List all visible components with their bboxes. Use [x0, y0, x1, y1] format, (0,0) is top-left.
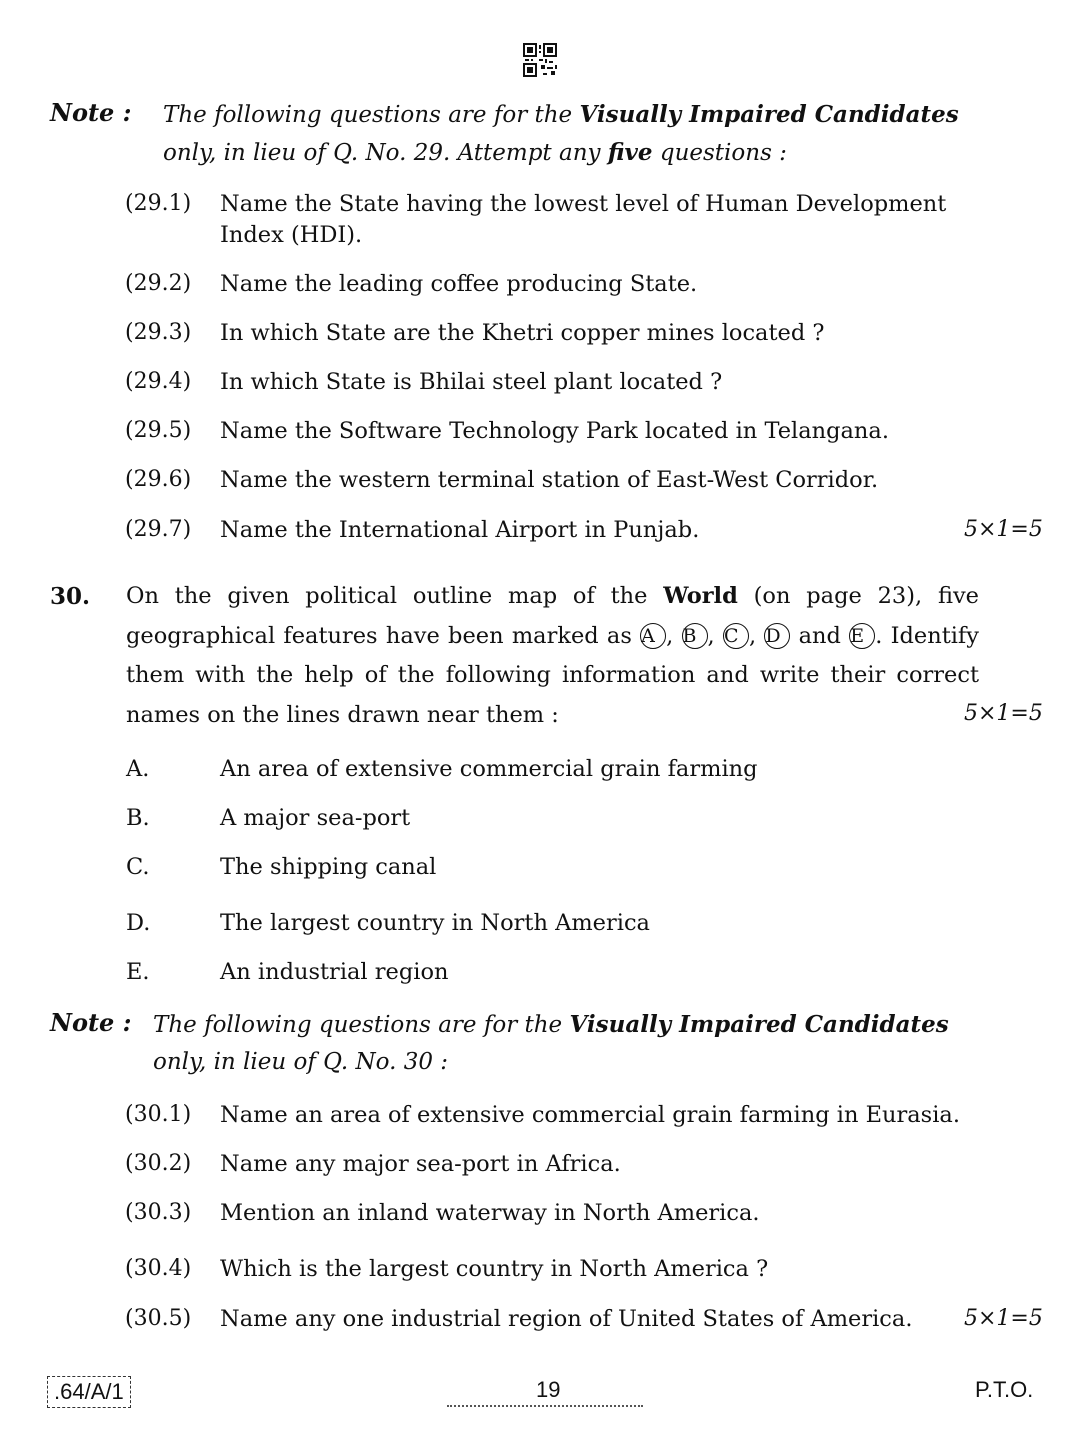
option-letter: E. [126, 959, 150, 985]
separator: , [707, 622, 723, 649]
circled-marker-a: A [640, 623, 666, 649]
subquestion-number: (29.5) [125, 418, 192, 443]
option-text: The largest country in North America [220, 910, 650, 936]
subquestion-number: (30.3) [125, 1200, 192, 1225]
question-number: 30. [50, 583, 91, 610]
note-line: only, in lieu of Q. No. 30 : [153, 1049, 449, 1075]
page-number: 19 [536, 1377, 561, 1402]
marks-label: 5×1=5 [964, 517, 1043, 542]
pto-label: P.T.O. [975, 1377, 1034, 1402]
subquestion-text: Name the Software Technology Park located in Telangana. [220, 418, 889, 444]
subquestion-text: Name the International Airport in Punjab. [220, 517, 700, 543]
qr-code-icon [523, 43, 557, 77]
note-emphasis: Visually Impaired Candidates [569, 1011, 949, 1038]
separator: , [666, 622, 682, 649]
note-text [153, 1006, 983, 1081]
subquestion-text: Name any major sea-port in Africa. [220, 1151, 621, 1177]
question-text-part: (on page 23), five geographical features have been marked as [126, 583, 979, 649]
subquestion-text: In which State is Bhilai steel plant located ? [220, 369, 723, 395]
question-text-part: . Identify them with the help of the following information and write their correct names on the lines drawn near them : [126, 622, 979, 728]
subquestion-number: (29.7) [125, 517, 192, 542]
circled-marker-c: C [723, 623, 749, 649]
note-line [163, 134, 983, 172]
separator: and [790, 622, 850, 649]
subquestion-text [220, 189, 980, 251]
circled-marker-b: B [682, 623, 708, 649]
question-text [126, 577, 979, 735]
option-text: A major sea-port [220, 805, 411, 831]
note-label: Note : [50, 98, 132, 127]
subquestion-number: (29.2) [125, 271, 192, 296]
option-letter: A. [126, 756, 150, 782]
option-letter: C. [126, 854, 150, 880]
note-text-part: The following questions are for the [163, 102, 580, 128]
note-emphasis: Visually Impaired Candidates [579, 101, 959, 128]
question-text-part: On the given political outline map of the [126, 583, 664, 609]
subquestion-text: Name the western terminal station of East-West Corridor. [220, 467, 879, 493]
subquestion-text: Name any one industrial region of United States of America. [220, 1306, 913, 1332]
paper-code: .64/A/1 [47, 1376, 131, 1408]
option-letter: D. [126, 910, 151, 936]
option-letter: B. [126, 805, 150, 831]
subquestion-text: Name the leading coffee producing State. [220, 271, 698, 297]
subquestion-number: (30.4) [125, 1256, 192, 1281]
subquestion-number: (29.3) [125, 320, 192, 345]
subquestion-number: (29.6) [125, 467, 192, 492]
note-emphasis: five [607, 139, 653, 166]
subquestion-number: (30.2) [125, 1151, 192, 1176]
page-number-rule [447, 1405, 643, 1407]
circled-marker-d: D [764, 623, 790, 649]
subquestion-number: (29.1) [125, 191, 192, 216]
subquestion-number: (30.1) [125, 1102, 192, 1127]
note-text-part: questions : [652, 140, 787, 166]
note-line [163, 96, 983, 134]
separator: , [748, 622, 765, 649]
marks-label: 5×1=5 [964, 1306, 1043, 1331]
option-text: An area of extensive commercial grain farming [220, 756, 758, 782]
note-line [153, 1006, 983, 1044]
circled-marker-e: E [849, 623, 875, 649]
subquestion-number: (30.5) [125, 1306, 192, 1331]
marks-label: 5×1=5 [964, 701, 1043, 726]
subquestion-text: Mention an inland waterway in North America. [220, 1200, 760, 1226]
note-text-part: The following questions are for the [153, 1012, 570, 1038]
note-text [163, 96, 983, 172]
question-emphasis: World [663, 583, 738, 609]
note-label: Note : [50, 1008, 132, 1037]
subquestion-number: (29.4) [125, 369, 192, 394]
option-text: An industrial region [220, 959, 449, 985]
subquestion-line: Index (HDI). [220, 222, 363, 248]
subquestion-text: Name an area of extensive commercial grain farming in Eurasia. [220, 1102, 960, 1128]
note-text-part: only, in lieu of Q. No. 29. Attempt any [163, 140, 608, 166]
subquestion-line: Name the State having the lowest level of Human Development [220, 191, 947, 217]
subquestion-text: In which State are the Khetri copper mines located ? [220, 320, 825, 346]
option-text: The shipping canal [220, 854, 437, 880]
subquestion-text: Which is the largest country in North America ? [220, 1256, 769, 1282]
